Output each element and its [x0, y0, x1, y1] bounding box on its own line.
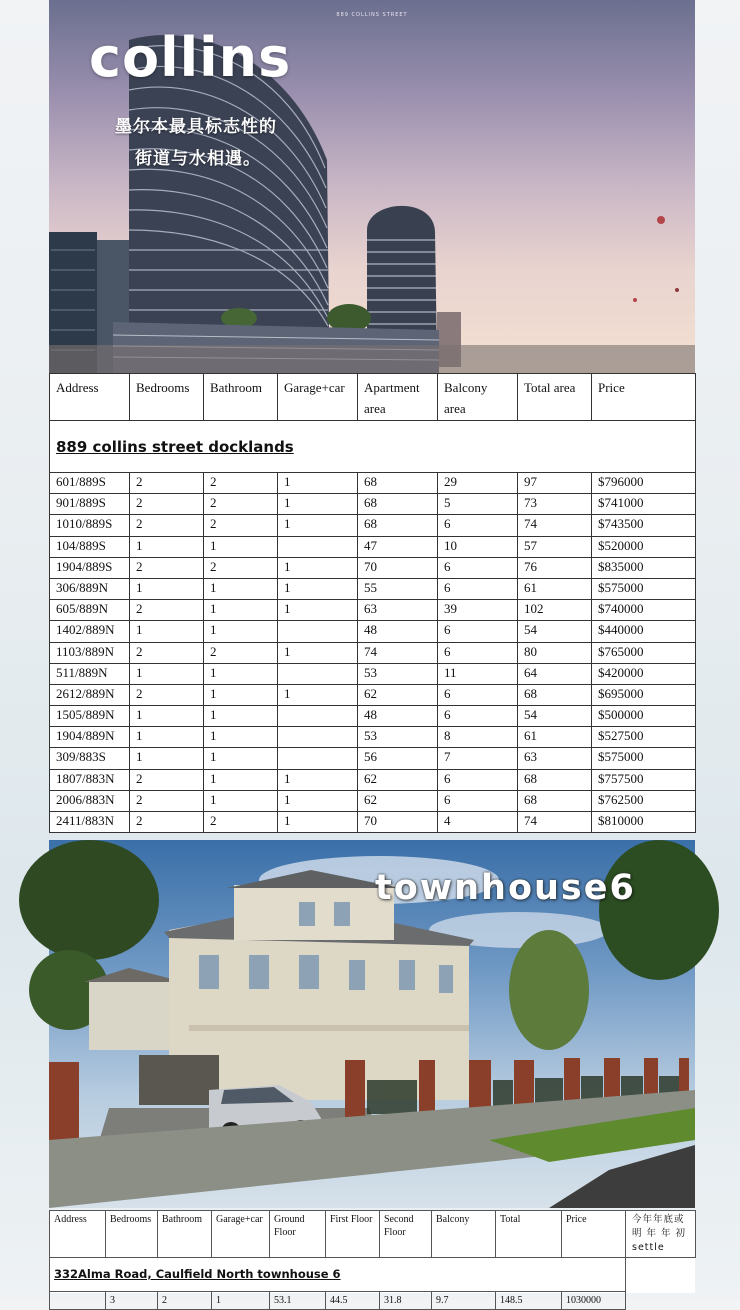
table-cell: 2	[130, 684, 204, 705]
table-cell: $743500	[592, 515, 696, 536]
table-cell: 1	[130, 578, 204, 599]
table-cell: 1	[130, 727, 204, 748]
table-cell	[50, 1292, 106, 1310]
table-cell: 1	[204, 600, 278, 621]
table-cell: 1	[204, 769, 278, 790]
table-cell: 7	[438, 748, 518, 769]
table-row	[50, 727, 696, 748]
table-cell: 1	[278, 812, 358, 833]
table-cell: 68	[518, 790, 592, 811]
collins-hero-image	[49, 0, 695, 373]
table-cell: 1	[130, 663, 204, 684]
table-cell: 68	[358, 494, 438, 515]
table-row	[50, 812, 696, 833]
table-row	[50, 578, 696, 599]
table-cell: 63	[358, 600, 438, 621]
table-cell: 80	[518, 642, 592, 663]
section-title: 889 collins street docklands	[50, 421, 696, 473]
table-cell: 55	[358, 578, 438, 599]
table-cell: 39	[438, 600, 518, 621]
table-cell: 1807/883N	[50, 769, 130, 790]
collins-title: collins	[89, 26, 292, 89]
table-cell: 6	[438, 790, 518, 811]
table-cell: 31.8	[380, 1292, 432, 1310]
table-cell: 4	[438, 812, 518, 833]
table-cell: $835000	[592, 557, 696, 578]
table-cell: 1	[278, 515, 358, 536]
table-cell: 1103/889N	[50, 642, 130, 663]
table-cell: 6	[438, 578, 518, 599]
column-header: Second Floor	[380, 1211, 432, 1258]
table-cell: 47	[358, 536, 438, 557]
table-cell: 2	[130, 515, 204, 536]
table-cell: 54	[518, 706, 592, 727]
table-cell: 104/889S	[50, 536, 130, 557]
table-cell: 2	[130, 600, 204, 621]
table-cell: 1402/889N	[50, 621, 130, 642]
table-cell: 1030000	[562, 1292, 626, 1310]
table-cell: 1904/889N	[50, 727, 130, 748]
table-cell: 2	[130, 769, 204, 790]
table-cell: 74	[518, 515, 592, 536]
column-header: Balcony	[432, 1211, 496, 1258]
table-cell: 1010/889S	[50, 515, 130, 536]
table-row	[50, 748, 696, 769]
table-row	[50, 790, 696, 811]
section-title: 332Alma Road, Caulfield North townhouse 6	[50, 1258, 626, 1292]
table-cell: 2	[130, 473, 204, 494]
table-cell: 1	[278, 790, 358, 811]
table-row	[50, 536, 696, 557]
table-cell: 102	[518, 600, 592, 621]
table-cell: $741000	[592, 494, 696, 515]
slogan-line-1: 墨尔本最具标志性的	[115, 117, 277, 137]
table-row	[50, 600, 696, 621]
table-cell: 2	[204, 473, 278, 494]
table-cell: 61	[518, 727, 592, 748]
table-cell: $695000	[592, 684, 696, 705]
table-cell: $420000	[592, 663, 696, 684]
table-cell: 76	[518, 557, 592, 578]
collins-price-table	[49, 373, 695, 833]
section-row	[50, 1258, 696, 1292]
table-cell	[278, 706, 358, 727]
table-cell: 1	[278, 600, 358, 621]
table-cell	[278, 727, 358, 748]
table-cell: 10	[438, 536, 518, 557]
column-header: Total area	[518, 374, 592, 421]
table-cell: 1	[204, 536, 278, 557]
table-cell: $810000	[592, 812, 696, 833]
table-cell: 1904/889S	[50, 557, 130, 578]
table-cell: 70	[358, 557, 438, 578]
table-cell: 9.7	[432, 1292, 496, 1310]
table-cell: 8	[438, 727, 518, 748]
table-cell: $740000	[592, 600, 696, 621]
table-cell: 1	[278, 769, 358, 790]
table-cell: 6	[438, 515, 518, 536]
table-cell: 309/883S	[50, 748, 130, 769]
table-cell: 1	[204, 578, 278, 599]
table-cell: 57	[518, 536, 592, 557]
table-cell: 306/889N	[50, 578, 130, 599]
table-header-row	[50, 1211, 696, 1258]
table-cell: 2	[130, 790, 204, 811]
table-row	[50, 642, 696, 663]
table-row	[50, 684, 696, 705]
column-header: Ground Floor	[270, 1211, 326, 1258]
table-cell	[278, 663, 358, 684]
table-cell: 68	[518, 769, 592, 790]
table-cell: 73	[518, 494, 592, 515]
column-header: Apartment area	[358, 374, 438, 421]
table-cell: 1	[130, 706, 204, 727]
table-cell: 97	[518, 473, 592, 494]
table-cell: 1	[204, 684, 278, 705]
table-cell: 6	[438, 706, 518, 727]
table-cell: 2411/883N	[50, 812, 130, 833]
table-cell: 2	[158, 1292, 212, 1310]
table-cell: $765000	[592, 642, 696, 663]
table-cell: 1	[204, 748, 278, 769]
table-cell: 68	[358, 515, 438, 536]
table-cell: 6	[438, 642, 518, 663]
column-header: Price	[562, 1211, 626, 1258]
table-cell: $762500	[592, 790, 696, 811]
table-cell: 68	[518, 684, 592, 705]
table-header-row	[50, 374, 696, 421]
column-header: Price	[592, 374, 696, 421]
table-cell: 3	[106, 1292, 158, 1310]
table-cell: 64	[518, 663, 592, 684]
table-cell: 2	[204, 515, 278, 536]
table-cell: 148.5	[496, 1292, 562, 1310]
table-cell: 1	[204, 706, 278, 727]
table-cell: 2	[204, 812, 278, 833]
table-cell: $575000	[592, 578, 696, 599]
column-header: Garage+car	[212, 1211, 270, 1258]
project-caption: 889 COLLINS STREET	[336, 12, 408, 18]
slogan-line-2: 街道与水相遇。	[135, 149, 261, 169]
table-row	[50, 494, 696, 515]
settlement-note	[626, 1211, 696, 1258]
table-cell: 2612/889N	[50, 684, 130, 705]
column-header: Address	[50, 1211, 106, 1258]
table-cell: 511/889N	[50, 663, 130, 684]
column-header: Bedrooms	[106, 1211, 158, 1258]
table-cell: 54	[518, 621, 592, 642]
table-cell: 1	[278, 642, 358, 663]
table-cell: 63	[518, 748, 592, 769]
column-header: Bathroom	[204, 374, 278, 421]
table-cell: 605/889N	[50, 600, 130, 621]
table-cell: 56	[358, 748, 438, 769]
settlement-note-line: settle	[632, 1242, 665, 1253]
table-row	[50, 1292, 696, 1310]
table-cell: 6	[438, 557, 518, 578]
table-cell	[278, 536, 358, 557]
table-cell: 68	[358, 473, 438, 494]
table-cell: 2006/883N	[50, 790, 130, 811]
table-cell: 1	[130, 621, 204, 642]
table-cell: 74	[518, 812, 592, 833]
table-cell: 62	[358, 769, 438, 790]
table-cell: 53	[358, 727, 438, 748]
townhouse-price-table	[49, 1210, 695, 1306]
table-cell: 48	[358, 706, 438, 727]
table-cell: 62	[358, 684, 438, 705]
table-cell: 48	[358, 621, 438, 642]
column-header: First Floor	[326, 1211, 380, 1258]
table-cell: 1	[204, 727, 278, 748]
table-cell: 74	[358, 642, 438, 663]
table-cell: 1	[130, 536, 204, 557]
table-cell: 1	[212, 1292, 270, 1310]
table-cell: 2	[130, 812, 204, 833]
table-cell	[278, 748, 358, 769]
table-cell: 2	[204, 494, 278, 515]
table-row	[50, 706, 696, 727]
table-cell: 1	[130, 748, 204, 769]
table-cell: 601/889S	[50, 473, 130, 494]
table-cell: 1	[204, 663, 278, 684]
table-cell: 1	[204, 790, 278, 811]
table-cell: 1	[278, 557, 358, 578]
table-cell: $575000	[592, 748, 696, 769]
table-cell: 61	[518, 578, 592, 599]
table-cell: 2	[130, 642, 204, 663]
table-cell: 5	[438, 494, 518, 515]
table-cell: 1	[278, 473, 358, 494]
table-row	[50, 769, 696, 790]
table-row	[50, 473, 696, 494]
column-header: Garage+car	[278, 374, 358, 421]
table-cell: $527500	[592, 727, 696, 748]
table-row	[50, 515, 696, 536]
table-cell: 44.5	[326, 1292, 380, 1310]
table-row	[50, 621, 696, 642]
table-cell: 6	[438, 684, 518, 705]
table-cell: $796000	[592, 473, 696, 494]
table-cell: 2	[204, 642, 278, 663]
table-cell: 53	[358, 663, 438, 684]
table-cell: $520000	[592, 536, 696, 557]
table-cell: 62	[358, 790, 438, 811]
table-row	[50, 557, 696, 578]
settlement-note-line: 今年年底或	[632, 1214, 685, 1225]
table-cell: 6	[438, 769, 518, 790]
table-cell: 2	[130, 557, 204, 578]
table-cell: $500000	[592, 706, 696, 727]
column-header: Total	[496, 1211, 562, 1258]
table-cell: 1	[204, 621, 278, 642]
table-cell: $757500	[592, 769, 696, 790]
table-cell: 29	[438, 473, 518, 494]
table-cell: 1	[278, 578, 358, 599]
townhouse-hero-image	[49, 840, 695, 1208]
table-cell: 6	[438, 621, 518, 642]
table-cell: 53.1	[270, 1292, 326, 1310]
section-row	[50, 421, 696, 473]
table-cell: $440000	[592, 621, 696, 642]
table-cell: 2	[204, 557, 278, 578]
table-cell: 901/889S	[50, 494, 130, 515]
column-header: Address	[50, 374, 130, 421]
table-cell: 1	[278, 494, 358, 515]
table-cell	[278, 621, 358, 642]
table-cell: 1505/889N	[50, 706, 130, 727]
table-cell: 1	[278, 684, 358, 705]
table-cell: 2	[130, 494, 204, 515]
table-cell: 70	[358, 812, 438, 833]
column-header: Bedrooms	[130, 374, 204, 421]
column-header: Balcony area	[438, 374, 518, 421]
settlement-note-line: 明 年 年 初	[632, 1228, 687, 1239]
column-header: Bathroom	[158, 1211, 212, 1258]
table-row	[50, 663, 696, 684]
table-cell: 11	[438, 663, 518, 684]
townhouse-title: townhouse6	[375, 868, 636, 908]
